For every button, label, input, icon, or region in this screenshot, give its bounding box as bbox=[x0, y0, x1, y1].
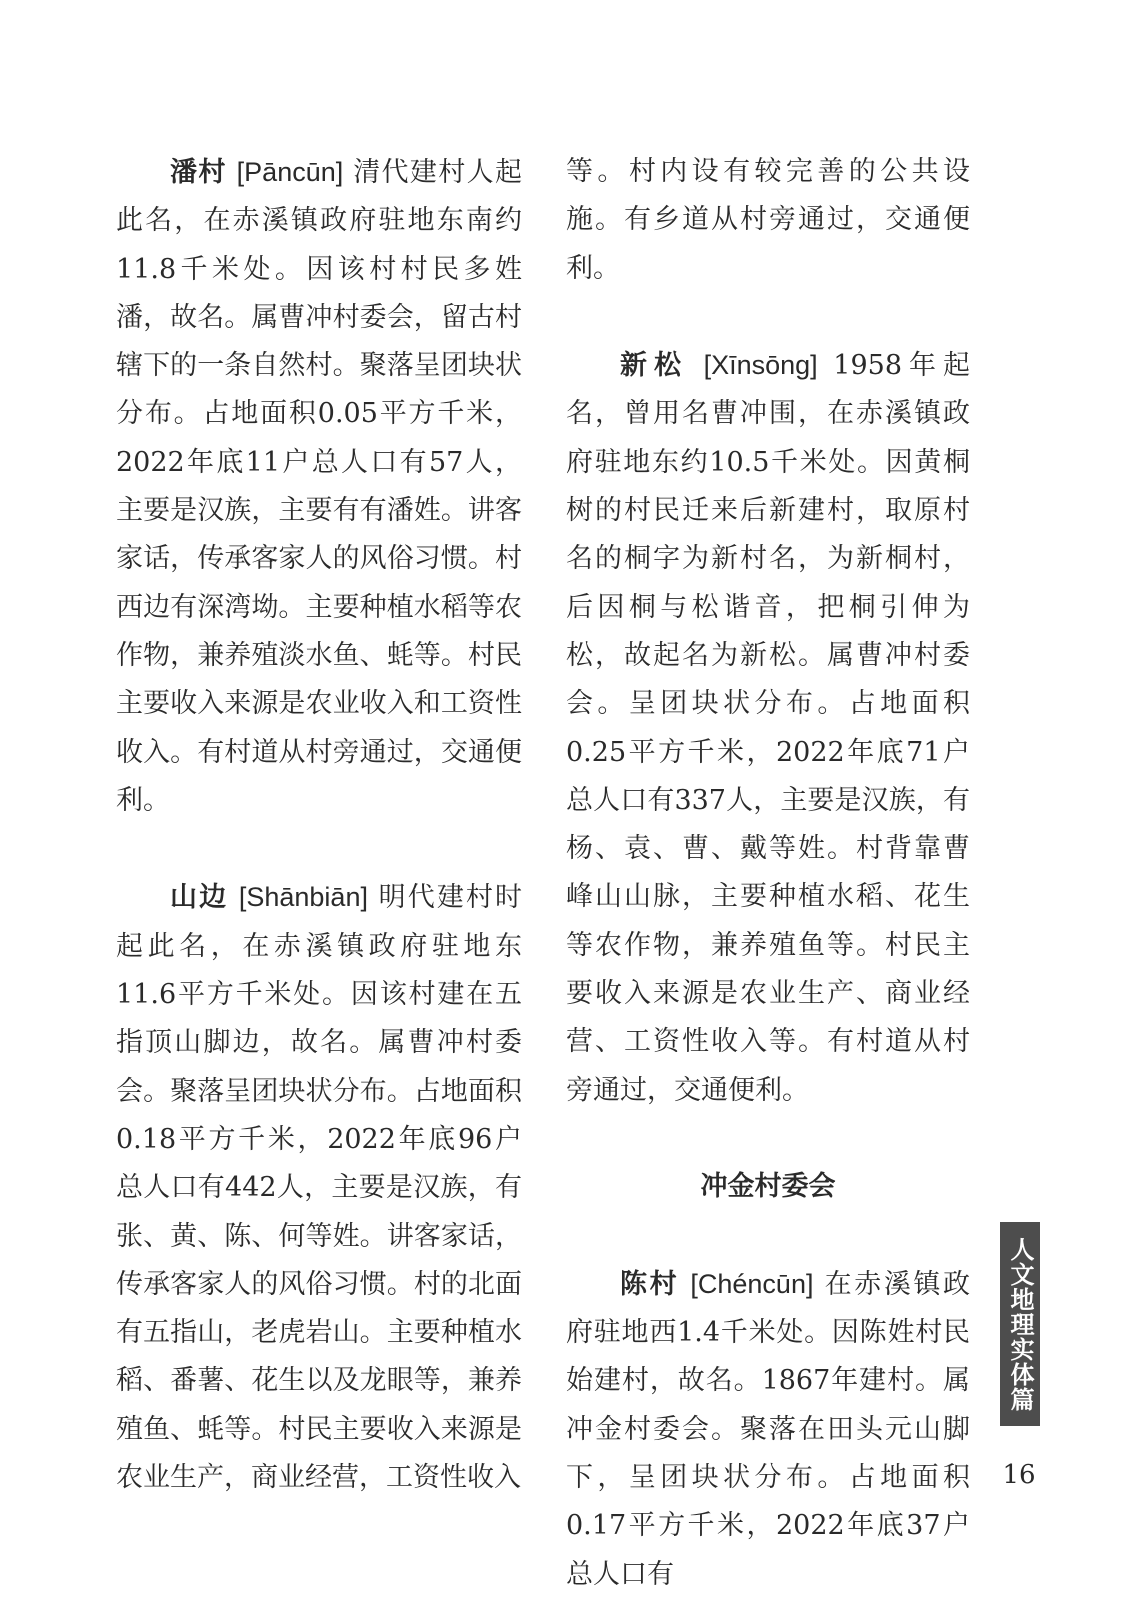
entry-headword: 陈村 bbox=[620, 1268, 680, 1300]
section-title: 冲金村委会 bbox=[700, 1171, 836, 1203]
entry-headword: 潘村 bbox=[170, 157, 227, 188]
entry-continuation: 等。村内设有较完善的公共设施。有乡道从村旁通过，交通便利。 bbox=[566, 156, 970, 284]
paragraph-gap bbox=[566, 293, 970, 341]
entry-pancun bbox=[116, 148, 522, 825]
entry-body: 1958年起名，曾用名曹冲围，在赤溪镇政府驻地东约10.5千米处。因黄桐树的村民迁来后新建村，取原村名的桐字为新村名，为新桐村，后因桐与松谐音，把桐引伸为松，故起名为新松。属曹冲村委会。呈团块状分布。占地面积0.25平方千米，2022年底71户总人口有337人，主要是汉族，有杨、袁、曹、戴等姓。村背靠曹峰山山脉，主要种植水稻、花生等农作物，兼养殖鱼等。村民主要收入来源是农业生产、商业经营、工资性收入等。有村道从村旁通过，交通便利。 bbox=[566, 350, 970, 1106]
entry-body: 明代建村时起此名，在赤溪镇政府驻地东11.6平方千米处。因该村建在五指顶山脚边，故名。属曹冲村委会。聚落呈团块状分布。占地面积0.18平方千米，2022年底96户总人口有442人，主要是汉族，有张、黄、陈、何等姓。讲客家话，传承客家人的风俗习惯。村的北面有五指山，老虎岩山。主要种植水稻、番薯、花生以及龙眼等，兼养殖鱼、蚝等。村民主要收入来源是农业生产，商业经营，工资性收入 bbox=[116, 882, 522, 1494]
entry-pinyin: [Shānbiān] bbox=[238, 882, 368, 913]
entry-shanbian bbox=[116, 873, 522, 1502]
chapter-side-tab: 人文地理实体篇 bbox=[1000, 1222, 1040, 1426]
entry-xinsong bbox=[566, 341, 970, 1115]
page-number: 16 bbox=[1002, 1460, 1036, 1490]
entry-body: 在赤溪镇政府驻地西1.4千米处。因陈姓村民始建村，故名。1867年建村。属冲金村委会。聚落在田头元山脚下，呈团块状分布。占地面积0.17平方千米，2022年底37户总人口有 bbox=[566, 1268, 971, 1590]
entry-headword: 山边 bbox=[170, 882, 229, 914]
entry-pinyin: [Chéncūn] bbox=[690, 1268, 814, 1299]
right-column bbox=[566, 148, 970, 1599]
paragraph-gap bbox=[566, 1212, 970, 1260]
paragraph-gap bbox=[116, 825, 522, 873]
left-column bbox=[116, 148, 522, 1502]
entry-chencun bbox=[566, 1260, 970, 1599]
entry-pinyin: [Xīnsōng] bbox=[703, 350, 818, 381]
entry-pinyin: [Pāncūn] bbox=[236, 157, 344, 187]
entry-body: 清代建村人起此名，在赤溪镇政府驻地东南约11.8千米处。因该村村民多姓潘，故名。属曹冲村委会，留古村辖下的一条自然村。聚落呈团块状分布。占地面积0.05平方千米，2022年底11户总人口有57人，主要是汉族，主要有有潘姓。讲客家话，传承客家人的风俗习惯。村西边有深湾坳。主要种植水稻等农作物，兼养殖淡水鱼、蚝等。村民主要收入来源是农业收入和工资性收入。有村道从村旁通过，交通便利。 bbox=[116, 157, 522, 816]
entry-headword: 新松 bbox=[620, 350, 689, 382]
paragraph-gap bbox=[566, 1115, 970, 1163]
